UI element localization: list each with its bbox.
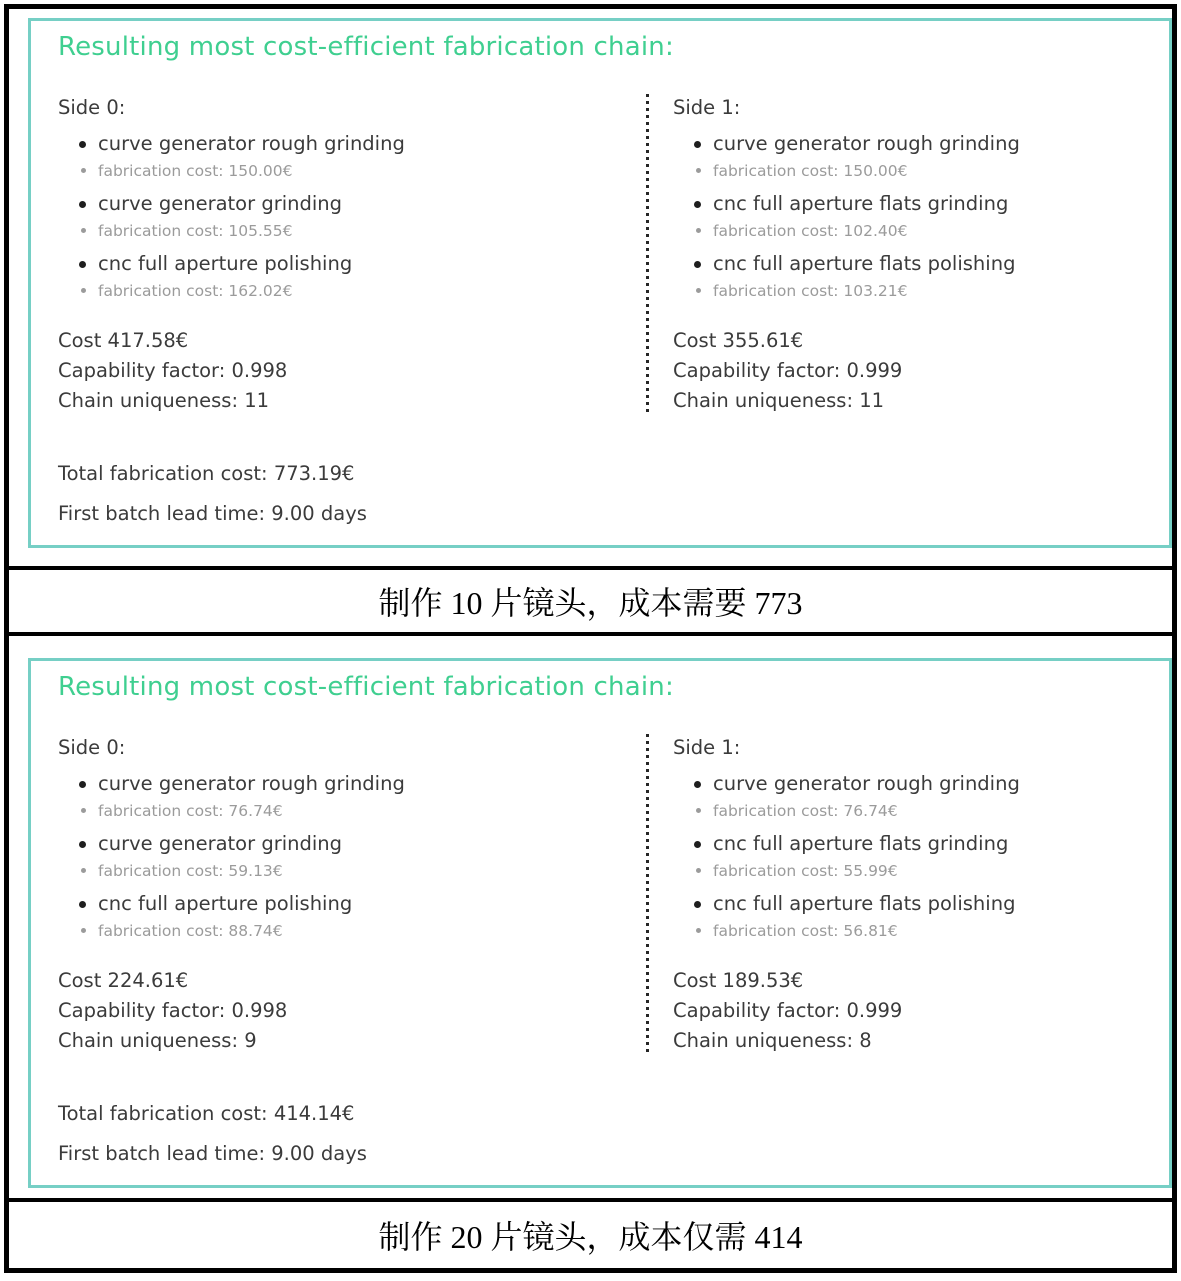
side-stats — [58, 966, 646, 1056]
step-cost: fabrication cost: 150.00€ — [673, 160, 1157, 182]
caption-2: 制作 20 片镜头，成本仅需 414 — [378, 1219, 803, 1255]
sub-bullet-icon — [81, 168, 86, 173]
bullet-icon — [79, 841, 86, 848]
step-item — [58, 250, 646, 302]
step-name: cnc full aperture polishing — [58, 890, 646, 918]
step-cost: fabrication cost: 55.99€ — [673, 860, 1157, 882]
step-cost: fabrication cost: 162.02€ — [58, 280, 646, 302]
capability-factor-line: Capability factor: 0.999 — [673, 999, 903, 1022]
step-name: curve generator rough grinding — [58, 770, 646, 798]
side-label: Side 1: — [673, 96, 741, 119]
capability-factor-line: Capability factor: 0.998 — [58, 999, 288, 1022]
sub-bullet-icon — [696, 868, 701, 873]
sub-bullet-icon — [81, 928, 86, 933]
bullet-icon — [79, 141, 86, 148]
bullet-icon — [694, 841, 701, 848]
step-cost: fabrication cost: 59.13€ — [58, 860, 646, 882]
cost-line: Cost 355.61€ — [673, 329, 804, 352]
sub-bullet-icon — [696, 288, 701, 293]
separator-line — [9, 632, 1172, 636]
fabrication-chain-panel-2 — [28, 658, 1172, 1188]
bullet-icon — [694, 781, 701, 788]
side-1-column — [649, 734, 1157, 1056]
step-item — [673, 890, 1157, 942]
bullet-icon — [79, 901, 86, 908]
step-name: cnc full aperture flats polishing — [673, 250, 1157, 278]
step-item — [58, 190, 646, 242]
bullet-icon — [694, 201, 701, 208]
figure-frame — [4, 4, 1177, 1273]
cost-line: Cost 417.58€ — [58, 329, 189, 352]
sub-bullet-icon — [81, 288, 86, 293]
sub-bullet-icon — [696, 168, 701, 173]
step-name: cnc full aperture flats grinding — [673, 830, 1157, 858]
side-stats — [673, 326, 1157, 416]
step-name: cnc full aperture polishing — [58, 250, 646, 278]
bullet-icon — [694, 141, 701, 148]
panel-heading: Resulting most cost-efficient fabrication chain: — [58, 32, 674, 62]
step-cost: fabrication cost: 103.21€ — [673, 280, 1157, 302]
side-label: Side 0: — [58, 736, 126, 759]
side-label: Side 0: — [58, 96, 126, 119]
step-name: curve generator rough grinding — [58, 130, 646, 158]
step-item — [58, 830, 646, 882]
bullet-icon — [79, 781, 86, 788]
chain-uniqueness-line: Chain uniqueness: 11 — [58, 389, 270, 412]
sub-bullet-icon — [696, 928, 701, 933]
step-item — [58, 890, 646, 942]
sides-row — [58, 94, 1157, 416]
cost-line: Cost 224.61€ — [58, 969, 189, 992]
bullet-icon — [694, 901, 701, 908]
panel-heading: Resulting most cost-efficient fabrication chain: — [58, 672, 674, 702]
total-fabrication-cost: Total fabrication cost: 773.19€ — [58, 462, 355, 485]
total-fabrication-cost: Total fabrication cost: 414.14€ — [58, 1102, 355, 1125]
fabrication-chain-panel-1 — [28, 18, 1172, 548]
cost-line: Cost 189.53€ — [673, 969, 804, 992]
step-list — [673, 130, 1157, 302]
side-1-column — [649, 94, 1157, 416]
step-name: cnc full aperture flats grinding — [673, 190, 1157, 218]
step-item — [673, 130, 1157, 182]
bullet-icon — [79, 201, 86, 208]
step-item — [58, 770, 646, 822]
sub-bullet-icon — [696, 808, 701, 813]
side-label: Side 1: — [673, 736, 741, 759]
step-item — [673, 830, 1157, 882]
step-cost: fabrication cost: 150.00€ — [58, 160, 646, 182]
sub-bullet-icon — [81, 808, 86, 813]
step-cost: fabrication cost: 56.81€ — [673, 920, 1157, 942]
step-cost: fabrication cost: 88.74€ — [58, 920, 646, 942]
first-batch-lead-time: First batch lead time: 9.00 days — [58, 1142, 367, 1165]
sub-bullet-icon — [81, 228, 86, 233]
step-item — [58, 130, 646, 182]
step-list — [58, 130, 646, 302]
side-0-column — [58, 94, 646, 416]
step-cost: fabrication cost: 105.55€ — [58, 220, 646, 242]
chain-uniqueness-line: Chain uniqueness: 9 — [58, 1029, 257, 1052]
bullet-icon — [694, 261, 701, 268]
bullet-icon — [79, 261, 86, 268]
capability-factor-line: Capability factor: 0.999 — [673, 359, 903, 382]
step-cost: fabrication cost: 76.74€ — [58, 800, 646, 822]
sides-row — [58, 734, 1157, 1056]
step-name: cnc full aperture flats polishing — [673, 890, 1157, 918]
step-name: curve generator grinding — [58, 830, 646, 858]
sub-bullet-icon — [81, 868, 86, 873]
step-item — [673, 190, 1157, 242]
sub-bullet-icon — [696, 228, 701, 233]
step-cost: fabrication cost: 76.74€ — [673, 800, 1157, 822]
side-stats — [673, 966, 1157, 1056]
capability-factor-line: Capability factor: 0.998 — [58, 359, 288, 382]
step-item — [673, 770, 1157, 822]
step-name: curve generator rough grinding — [673, 770, 1157, 798]
step-cost: fabrication cost: 102.40€ — [673, 220, 1157, 242]
caption-1: 制作 10 片镜头，成本需要 773 — [378, 585, 803, 621]
step-list — [673, 770, 1157, 942]
side-0-column — [58, 734, 646, 1056]
step-name: curve generator grinding — [58, 190, 646, 218]
chain-uniqueness-line: Chain uniqueness: 11 — [673, 389, 885, 412]
side-stats — [58, 326, 646, 416]
step-item — [673, 250, 1157, 302]
chain-uniqueness-line: Chain uniqueness: 8 — [673, 1029, 872, 1052]
step-list — [58, 770, 646, 942]
first-batch-lead-time: First batch lead time: 9.00 days — [58, 502, 367, 525]
step-name: curve generator rough grinding — [673, 130, 1157, 158]
